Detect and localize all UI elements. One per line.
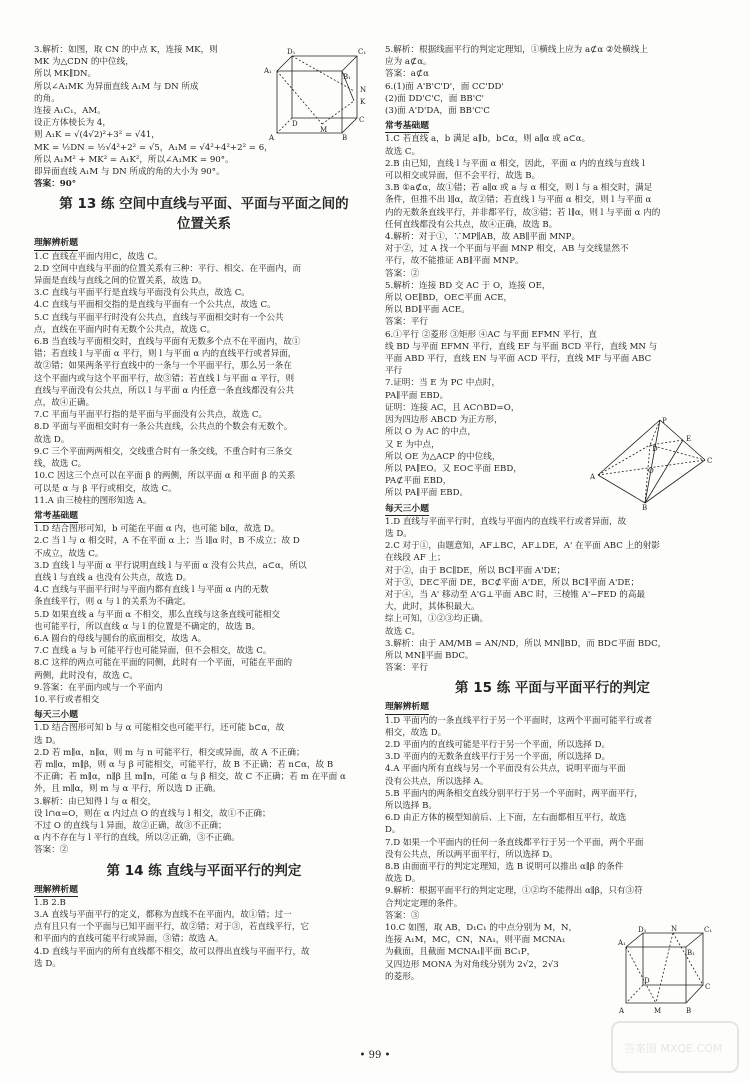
cube-diagram — [262, 46, 372, 141]
text-line: 又四边形 MONA 为对角线分别为 2√2，2√3 — [385, 959, 559, 970]
text-line: 1.D 平面内的一条直线平行于另一个平面时，这两个平面可能平行或者 — [385, 715, 653, 726]
text-line: 3.B ①a⊄α，故①错；若 a∥α 或 a 与 α 相交，则 l 与 a 相交时，满足 — [385, 183, 653, 194]
text-line: 3.A 直线与平面平行的定义，都称为直线不在平面内，故①错；过一 — [34, 910, 292, 920]
label-B: B — [342, 134, 348, 141]
text-line: 也可能平行，所以直线 α 与 l 的位置是不确定的，故选 B。 — [34, 621, 261, 632]
cube-figure-2 — [618, 925, 713, 1015]
section-heading — [385, 120, 720, 133]
section-heading-label: 常考基础题 — [34, 510, 78, 523]
label-C: C — [705, 983, 711, 991]
text-line: 故选 D。 — [34, 434, 70, 445]
text-line: 1.C 直线在平面内用⊂，故选 C。 — [34, 251, 163, 262]
text-line: 1.D 结合图形可知，b 可能在平面 α 内，也可能 b∥α，故选 D。 — [34, 524, 280, 535]
text-line: 综上可知，①②③均正确。 — [385, 614, 489, 625]
text-line: 4.C 直线与平面相交指的是直线与平面有一个公共点，故选 C。 — [34, 300, 276, 311]
label-D: D — [644, 977, 650, 985]
label-A1: A₁ — [264, 67, 272, 75]
text-line: 所以 MN∥平面 BDC。 — [385, 650, 474, 661]
section-heading-label: 每天三小题 — [34, 709, 78, 722]
text-line: 9.C 三个平面两两相交，交线重合时有一条交线，不重合时有三条交 — [34, 446, 293, 457]
text-line: 所以 PA∥EO。又 EO⊂平面 EBD， — [385, 463, 522, 474]
text-line: 3.C 直线与平面平行是直线与平面没有公共点，故选 C。 — [34, 288, 250, 299]
text-line: 答案：③ — [385, 910, 420, 921]
text-line: 8.D 平面与平面相交时有一条公共直线，公共点的个数会有无数个。 — [34, 422, 293, 433]
text-line: 内的无数条直线平行，并非都平行，故③错；若 l∥α，则 l 与平面 α 内的 — [385, 207, 661, 218]
text-line: 这个平面内或与这个平面平行，故③错；若直线 l 与平面 α 平行，则 — [34, 373, 295, 384]
text-line: 10.C 如图，取 AB，D₁C₁ 的中点分别为 M，N， — [385, 923, 578, 934]
label-D1: D₁ — [638, 926, 647, 934]
text-line: 证明：连接 AC，且 AC∩BD=O， — [385, 402, 520, 413]
text-line: 故选 D。 — [385, 874, 421, 885]
left-block4 — [34, 722, 374, 856]
text-line: 6.A 圆台的母线与圆台的底面相交，故选 A。 — [34, 633, 207, 644]
text-line: 合判定定理的条件。 — [385, 898, 463, 909]
text-line: 即异面直线 A₁M 与 DN 所成的角的大小为 90°。 — [34, 167, 225, 178]
answer-line: 答案：90° — [34, 179, 77, 190]
text-line: 平面 ABD 平行，直线 EN 与平面 ACD 平行，直线 MF 与平面 ABC — [385, 354, 652, 365]
page-number: • 99 • — [359, 1050, 391, 1061]
text-line: 故选 C。 — [385, 626, 421, 637]
text-line: 4.C 直线与平面平行时与平面内都有直线 l 与平面 α 内的无数 — [34, 585, 269, 596]
cube-figure-1 — [262, 46, 372, 141]
right-column — [385, 44, 720, 983]
text-line: 7.证明：当 E 为 PC 中点时， — [385, 378, 501, 389]
text-line: MK 为△CDN 的中位线， — [34, 57, 134, 68]
text-line: 5.解析：连接 BD 交 AC 于 O，连接 OE， — [385, 280, 551, 291]
label-D: D — [652, 445, 658, 453]
text-line: 条件，但推不出 l∥α，故②错；若直线 l 与平面 α 相交，则 l 与平面 α — [385, 195, 652, 206]
label-N: N — [360, 86, 367, 94]
text-line: 3.D 直线 l 与平面 α 平行说明直线 l 与平面 α 没有公共点，a⊂α，所以 — [34, 560, 307, 571]
text-line: 3.解析：如图，取 CN 的中点 K，连接 MK，则 — [34, 45, 218, 55]
section-heading — [34, 237, 374, 250]
left-column — [34, 44, 374, 970]
text-line: 所以 OE 为△ACP 的中位线， — [385, 451, 501, 462]
text-line: 答案：② — [34, 845, 69, 856]
text-line: α 内不存在与 l 平行的直线，所以②正确，③不正确。 — [34, 833, 240, 844]
left-block2 — [34, 251, 374, 507]
text-line: 答案：平行 — [385, 663, 428, 674]
text-line: 两侧，此时没有，故选 C。 — [34, 670, 138, 681]
text-line: 对于④，当 A' 移动至 A'G⊥平面 ABC 时，三棱锥 A'−FED 的高最 — [385, 589, 646, 600]
section-heading — [34, 510, 374, 523]
section-heading-label: 常考基础题 — [385, 120, 429, 133]
text-line: 5.B 平面内的两条相交直线分别平行于另一个平面时，两平面平行， — [385, 788, 643, 799]
text-line: 不成立，故选 C。 — [34, 548, 104, 559]
label-M: M — [654, 1007, 662, 1015]
label-A: A — [590, 473, 596, 481]
label-A: A — [269, 134, 275, 141]
text-line: 可以是 α 与 β 平行或相交，故选 C。 — [34, 483, 177, 494]
text-line: 3.解析：由于 AM/MB = AN/ND，所以 MN∥BD，而 BD⊂平面 BDC， — [385, 638, 667, 649]
text-line: 4.D 直线与平面内的所有直线都不相交，故可以得出直线与平面平行，故 — [34, 946, 310, 957]
left-block5 — [34, 897, 374, 970]
text-line: 选 D。 — [34, 735, 61, 746]
text-line: 外，且 m∥α，则 m 与 α 平行，所以选 D 正确。 — [34, 784, 221, 795]
text-line: 不过 O 的直线与 l 异面，故②正确，故③不正确； — [34, 820, 227, 831]
text-line: 5.解析：根据线面平行的判定定理知，①横线上应为 a⊄α ②处横线上 — [385, 45, 648, 55]
section-heading — [34, 709, 374, 722]
lesson-13-title: 第 13 练 空间中直线与平面、平面与平面之间的位置关系 — [59, 196, 349, 233]
label-K: K — [360, 98, 366, 106]
text-line: 错；若直线 l 与平面 α 平行，则 l 与平面 α 内的直线平行或者异面， — [34, 349, 297, 360]
label-D: D — [292, 120, 298, 128]
text-line: (2)面 DD'C'C，面 BB'C' — [385, 93, 485, 104]
text-line: 异面是直线与直线之间的位置关系，故选 D。 — [34, 276, 207, 287]
text-line: 10.C 因这三个点可以在平面 β 的两侧，所以平面 α 和平面 β 的关系 — [34, 471, 296, 482]
cube-diagram-2 — [618, 925, 713, 1015]
label-D1: D₁ — [287, 48, 296, 56]
text-line: 线 BD 与平面 EFMN 平行，直线 EF 与平面 BCD 平行，直线 MN 与 — [385, 341, 658, 352]
text-line: 3.D 平面内的无数条直线平行于另一个平面，所以选择 D。 — [385, 752, 611, 763]
text-line: 2.C 对于①，由题意知，AF⊥BC，AF⊥DE，A' 在平面 ABC 上的射影 — [385, 541, 660, 552]
text-line: 7.D 如果一个平面内的任何一条直线都平行于另一个平面，两个平面 — [385, 837, 644, 848]
text-line: 平行，故不能推证 AB∥平面 MNP。 — [385, 256, 524, 267]
section-heading — [34, 884, 374, 897]
text-line: 大，此时，其体积最大。 — [385, 602, 480, 613]
text-line: 直线 l 与直线 a 也没有公共点，故选 D。 — [34, 572, 192, 583]
text-line: 8.B 由面面平行的判定定理知，选 B 说明可以推出 α∥β 的条件 — [385, 862, 624, 872]
text-line: 1.B 2.B — [34, 897, 66, 908]
text-line: 的角。 — [34, 93, 60, 104]
label-N: N — [671, 925, 678, 933]
label-B1: B₁ — [687, 949, 695, 957]
text-line: 1.D 结合图形可知 b 与 α 可能相交也可能平行，还可能 b⊂α，故 — [34, 723, 285, 734]
text-line: 7.C 平面与平面平行指的是平面与平面没有公共点，故选 C。 — [34, 410, 268, 421]
text-line: 直线与平面没有公共点，所以 l 与平面 α 内任意一条直线都没有公共 — [34, 385, 295, 396]
text-line: 6.D 由正方体的模型知前后、上下面，左右面都相互平行，故选 — [385, 813, 627, 824]
text-line: 应为 a⊄α。 — [385, 57, 432, 68]
text-line: 1.D 直线与平面平行时，直线与平面内的直线平行或者异面，故 — [385, 516, 627, 527]
text-line: MK = ½DN = ½√4²+2² = √5，A₁M = √4²+4²+2² = 6， — [34, 142, 273, 153]
text-line: 2.D 平面内的直线可能是平行于另一个平面，所以选择 D。 — [385, 739, 611, 750]
text-line: 平行 — [385, 366, 403, 377]
left-block1 — [34, 44, 269, 129]
text-line: 6.(1)面 A'B'C'D'，面 CC'DD' — [385, 81, 504, 92]
label-B: B — [686, 1007, 692, 1015]
text-line: 因为四边形 ABCD 为正方形， — [385, 415, 503, 426]
lesson-15-title: 第 15 练 平面与平面平行的判定 — [455, 680, 650, 697]
text-line: 任何直线都没有公共点，故④正确，故选 B。 — [385, 219, 558, 230]
text-line: 对于②，由于 BC∥DE，所以 BC∥平面 A'DE； — [385, 565, 566, 576]
text-line: 8.C 这样的两点可能在平面的同侧，此时有一个平面，可能在平面的 — [34, 658, 293, 669]
text-line: 若 m∥α，m∥β，则 α 与 β 可能相交，可能平行，故 B 不正确；若 n⊂α，故 B — [34, 759, 334, 770]
text-line: 11.A 由三棱柱的图形知选 A。 — [34, 495, 152, 506]
right-block1 — [385, 44, 720, 117]
text-line: 7.C 直线 a 与 b 可能平行也可能异面，但不会相交，故选 C。 — [34, 646, 272, 657]
text-line: 答案：平行 — [385, 317, 428, 328]
label-M: M — [320, 126, 328, 134]
text-line: PA⊄平面 EBD， — [385, 476, 452, 487]
text-line: 4.A 平面内所有直线与另一个平面没有公共点，说明平面与平面 — [385, 764, 626, 775]
label-C: C — [359, 116, 365, 124]
label-O: O — [648, 467, 654, 475]
text-line: PA∥平面 EBD。 — [385, 390, 449, 401]
text-line: 所以 MK∥DN。 — [34, 69, 97, 80]
section-heading — [385, 701, 720, 714]
text-line: 所以∠A₁MK 为异面直线 A₁M 与 DN 所成 — [34, 81, 199, 92]
text-line: 条直线平行，则 α 与 l 的关系为不确定。 — [34, 597, 191, 608]
text-line: 对于③，DE⊂平面 DE，BC⊄平面 A'DE，所以 BC∥平面 A'DE； — [385, 577, 640, 588]
pyramid-diagram — [590, 415, 715, 510]
label-C: C — [707, 457, 713, 465]
text-line: 连接 A₁C₁，AM。 — [34, 106, 106, 117]
text-line: 可以相交或异面，但不会平行，故选 B。 — [385, 171, 541, 182]
text-line: 5.D 如果直线 a 与平面 α 不相交，那么直线与这条直线可能相交 — [34, 609, 280, 620]
label-P: P — [662, 417, 667, 425]
text-line: 连接 A₁M，MC，CN，NA₁，则平面 MCNA₁ — [385, 935, 566, 946]
text-line: 所以 PA∥平面 EBD。 — [385, 488, 469, 499]
text-line: 设 l∩α=O，则在 α 内过点 O 的直线与 l 相交，故①不正确； — [34, 808, 271, 819]
text-line: 选 D。 — [34, 958, 61, 969]
text-line: 选 D。 — [385, 528, 412, 539]
text-line: 所以 O 为 AC 的中点， — [385, 427, 476, 438]
svg-text:答案圈 MXQE.COM: 答案圈 MXQE.COM — [624, 1042, 723, 1055]
text-line: 2.D 空间中直线与平面的位置关系有三种：平行、相交、在平面内，而 — [34, 263, 302, 274]
text-line: 6.①平行 ②菱形 ③矩形 ④AC 与平面 EFMN 平行，直 — [385, 329, 598, 340]
text-line: 1.C 若直线 a，b 满足 a∥b，b⊂α，则 a∥α 或 a⊂α。 — [385, 134, 591, 145]
text-line: 在线段 AF 上； — [385, 553, 446, 564]
text-line: 没有公共点，所以两平面平行，所以选择 D。 — [385, 849, 558, 860]
text-line: 则 A₁K = √(4√2)²+3² = √41， — [34, 130, 160, 141]
text-line: D。 — [385, 825, 401, 836]
label-A1: A₁ — [618, 939, 626, 947]
right-block3 — [385, 516, 720, 675]
text-line: 9.答案：在平面内或与一个平面内 — [34, 682, 163, 693]
text-line: 点有且只有一个平面与已知平面平行，故②错；对于③，若直线平行，它 — [34, 922, 310, 933]
text-line: 所以 BD∥平面 ACE。 — [385, 305, 470, 316]
label-B1: B₁ — [343, 73, 351, 81]
section-heading-label: 理解辨析题 — [34, 237, 78, 250]
text-line: 2.D 若 m∥α，n∥α，则 m 与 n 可能平行，相交或异面，故 A 不正确； — [34, 747, 305, 758]
text-line: 没有公共点，所以选择 A。 — [385, 776, 489, 787]
lesson-14-title: 第 14 练 直线与平面平行的判定 — [106, 862, 302, 879]
text-line: 6.B 当直线与平面相交时，直线与平面有无数多个点不在平面内，故① — [34, 337, 301, 348]
text-line: 所以选择 B。 — [385, 800, 438, 811]
text-line: 所以 OE∥BD，OE⊂平面 ACE， — [385, 293, 513, 304]
text-line: 9.解析：根据平面平行的判定定理，①②均不能得出 α∥β，只有③符 — [385, 886, 643, 897]
text-line: 又 E 为中点， — [385, 439, 440, 450]
text-line: (3)面 A'D'DA，面 BB'C'C — [385, 106, 490, 117]
text-line: 2.B 由已知，直线 l 与平面 α 相交，因此，平面 α 内的直线与直线 l — [385, 158, 645, 169]
text-line: 所以 A₁M² + MK² = A₁K²，所以∠A₁MK = 90°。 — [34, 154, 234, 165]
pyramid-figure — [590, 415, 715, 510]
text-line: 4.解析：对于①，∵MP∥AB，故 AB∥平面 MNP。 — [385, 232, 581, 243]
text-line: 线，故选 C。 — [34, 459, 87, 470]
label-A: A — [619, 1007, 625, 1015]
text-line: 相交，故选 D。 — [385, 727, 447, 738]
left-block3 — [34, 523, 374, 706]
text-line: 设正方体棱长为 4， — [34, 118, 111, 129]
text-line: 故选 C。 — [385, 146, 421, 157]
text-line: 答案：a⊄α — [385, 69, 429, 80]
text-line: 5.C 直线与平面平行时没有公共点，直线与平面相交时有一个公共 — [34, 312, 284, 323]
text-line: 的菱形。 — [385, 971, 420, 982]
text-line: 答案：② — [385, 268, 420, 279]
label-B: B — [642, 504, 648, 510]
text-line: 点，直线在平面内时有无数个公共点，故选 C。 — [34, 324, 216, 335]
text-line: 3.解析：由已知得 l 与 α 相交， — [34, 796, 157, 807]
text-line: 2.C 当 l 与 α 相交时，A 不在平面 α 上；当 l∥α 时，B 不成立；故 D — [34, 536, 300, 547]
watermark-logo — [610, 1018, 740, 1076]
text-line: 点，故④正确。 — [34, 398, 95, 409]
text-line: 为截面，且截面 MCNA₁∥平面 BC₁P， — [385, 947, 536, 958]
text-line: 和平面内的直线可能平行或异面，③错；故选 A。 — [34, 934, 224, 945]
text-line: 不正确；若 m∥α，n∥β 且 m∥n，可能 α 与 β 相交，故 C 不正确；若 m 在平面 α — [34, 772, 346, 783]
text-line: 对于②，过 A 找一个平面与平面 MNP 相交，AB 与交线显然不 — [385, 244, 629, 255]
label-E: E — [686, 435, 692, 443]
section-heading-label: 理解辨析题 — [385, 701, 429, 714]
section-heading-label: 每天三小题 — [385, 503, 429, 516]
label-C1: C₁ — [358, 48, 367, 56]
text-line: 故②错；如果两条平行直线中的一条与一个平面平行，那么另一条在 — [34, 361, 292, 372]
text-line: 10.平行或者相交 — [34, 694, 100, 705]
section-heading-label: 理解辨析题 — [34, 884, 78, 897]
label-C1: C₁ — [704, 926, 713, 934]
